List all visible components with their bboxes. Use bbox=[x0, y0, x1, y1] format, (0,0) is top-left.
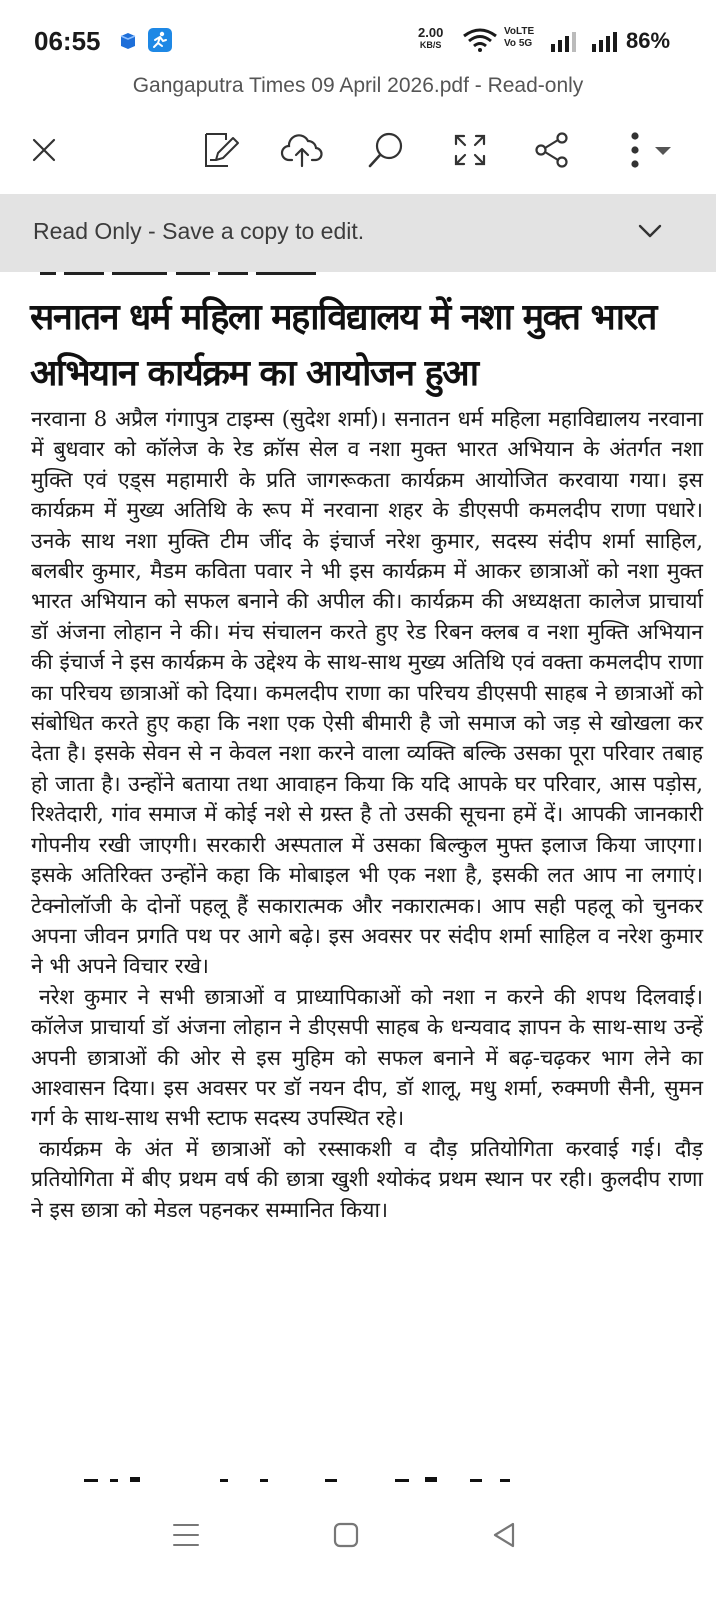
pdf-page[interactable] bbox=[0, 272, 716, 1482]
share-icon bbox=[533, 131, 571, 173]
signal-icon bbox=[551, 32, 577, 56]
article-paragraph: कार्यक्रम के अंत में छात्राओं को रस्साकशी व दौड़ प्रतियोगिता करवाई गई। दौड़ प्रतियोगिता में बीए प्रथम वर्ष की छात्रा खुशी श्योकंद प्रथम स्थान पर रही। कुलदीप राणा ने इस छात्रा को मेडल पहनकर सम्मानित किया। bbox=[31, 1135, 703, 1222]
home-icon bbox=[332, 1521, 360, 1553]
network-speed bbox=[418, 26, 443, 52]
edit-button[interactable] bbox=[196, 128, 244, 176]
back-button[interactable] bbox=[474, 1512, 534, 1562]
fitness-app-icon bbox=[148, 28, 172, 52]
fullscreen-icon bbox=[452, 132, 488, 172]
navigation-bar bbox=[0, 1482, 716, 1600]
network-speed-unit: KB/S bbox=[419, 40, 442, 50]
upload-button[interactable] bbox=[278, 128, 326, 176]
search-button[interactable] bbox=[362, 128, 410, 176]
recents-button[interactable] bbox=[156, 1512, 216, 1562]
battery-level: 86% bbox=[626, 28, 671, 53]
fullscreen-button[interactable] bbox=[446, 128, 494, 176]
more-menu-icon bbox=[619, 130, 679, 174]
read-only-banner[interactable] bbox=[0, 194, 716, 272]
clipped-headline-fragment bbox=[70, 1472, 550, 1482]
wifi-icon bbox=[462, 28, 498, 56]
network-speed-value: 2.00 bbox=[418, 25, 444, 40]
article-headline: सनातन धर्म महिला महाविद्यालय में नशा मुक्त भारत अभियान कार्यक्रम का आयोजन हुआ bbox=[30, 297, 656, 394]
volte-indicator bbox=[504, 26, 534, 50]
read-only-message: Read Only - Save a copy to edit. bbox=[33, 218, 365, 244]
status-bar bbox=[0, 0, 716, 80]
toolbar bbox=[0, 120, 716, 194]
close-icon bbox=[30, 136, 58, 168]
share-button[interactable] bbox=[528, 128, 576, 176]
document-title: Gangaputra Times 09 April 2026.pdf - Read-only bbox=[132, 74, 584, 97]
close-button[interactable] bbox=[20, 128, 68, 176]
article-body bbox=[31, 404, 703, 1225]
recents-menu-icon bbox=[172, 1522, 200, 1552]
article-paragraph: नरेश कुमार ने सभी छात्राओं व प्राध्यापिकाओं को नशा न करने की शपथ दिलवाई। कॉलेज प्राचार्या डॉ अंजना लोहान ने डीएसपी साहब के धन्यवाद ज्ञापन के साथ-साथ उन्हें अपनी छात्राओं की ओर से इस मुहिम को सफल बनाने में बढ़-चढ़कर भाग लेने का आश्वासन दिया। इस अवसर पर डॉ नयन दीप, डॉ शालू, मधु शर्मा, रुक्मणी सैनी, सुमन गर्ग के साथ-साथ सभी स्टाफ सदस्य उपस्थित रहे। bbox=[31, 983, 703, 1131]
signal-icon bbox=[592, 32, 618, 56]
cloud-app-icon bbox=[120, 32, 136, 50]
volte-line-1: VoLTE bbox=[504, 26, 535, 37]
chevron-down-icon[interactable] bbox=[636, 220, 664, 246]
home-button[interactable] bbox=[316, 1512, 376, 1562]
clock: 06:55 bbox=[34, 26, 101, 56]
clipped-text-fragment bbox=[40, 272, 340, 274]
search-icon bbox=[366, 130, 406, 174]
volte-line-2: Vo 5G bbox=[504, 38, 533, 49]
more-options-button[interactable] bbox=[614, 128, 684, 176]
article-paragraph: नरवाना 8 अप्रैल गंगापुत्र टाइम्स (सुदेश शर्मा)। सनातन धर्म महिला महाविद्यालय नरवाना में बुधवार को कॉलेज के रेड क्रॉस सेल व नशा मुक्त भारत अभियान के अंतर्गत नशा मुक्ति एवं एड्स महामारी के प्रति जागरूकता कार्यक्रम आयोजित करवाया गया। इस कार्यक्रम में मुख्य अतिथि के रूप में नरवाना शहर के डीएसपी कमलदीप राणा पधारे। उनके साथ नशा मुक्ति टीम जींद के इंचार्ज नरेश कुमार, सदस्य संदीप शर्मा साहिल, बलबीर कुमार, मैडम कविता पवार ने भी इस कार्यक्रम में आकर छात्राओं को नशा मुक्त भारत अभियान को सफल बनाने की अपील की। कार्यक्रम की अध्यक्षता कालेज प्राचार्या डॉ अंजना लोहान ने की। मंच संचालन करते हुए रेड रिबन क्लब व नशा मुक्ति अभियान की इंचार्ज ने इस कार्यक्रम के उद्देश्य के साथ-साथ मुख्य अतिथि एवं वक्ता कमलदीप राणा का परिचय छात्राओं को दिया। कमलदीप राणा का परिचय डीएसपी साहब ने छात्राओं को संबोधित करते हुए कहा कि नशा एक ऐसी बीमारी है जो समाज को जड़ से खोखला कर देता है। इसके सेवन से न केवल नशा करने वाला व्यक्ति बल्कि उसका पूरा परिवार तबाह हो जाता है। उन्होंने बताया तथा आवाहन किया कि यदि आपके घर परिवार, आस पड़ोस, रिश्तेदारी, गांव समाज में कोई नशे से ग्रस्त है तो उसकी सूचना हमें दें। आपकी जानकारी गोपनीय रखी जाएगी। सरकारी अस्पताल में उसका बिल्कुल मुफ्त इलाज किया जाएगा। इसके अतिरिक्त उन्होंने कहा कि मोबाइल भी एक नशा है, इसकी लत आप ना लगाएं। टेक्नोलॉजी के दोनों पहलू हैं सकारात्मक और नकारात्मक। आप सही पहलू को चुनकर अपना जीवन प्रगति पथ पर आगे बढ़े। इस अवसर पर संदीप शर्मा साहिल व नरेश कुमार ने भी अपने विचार रखे। bbox=[31, 406, 703, 979]
edit-icon bbox=[200, 130, 240, 174]
back-icon bbox=[490, 1521, 518, 1553]
cloud-upload-icon bbox=[280, 132, 324, 172]
